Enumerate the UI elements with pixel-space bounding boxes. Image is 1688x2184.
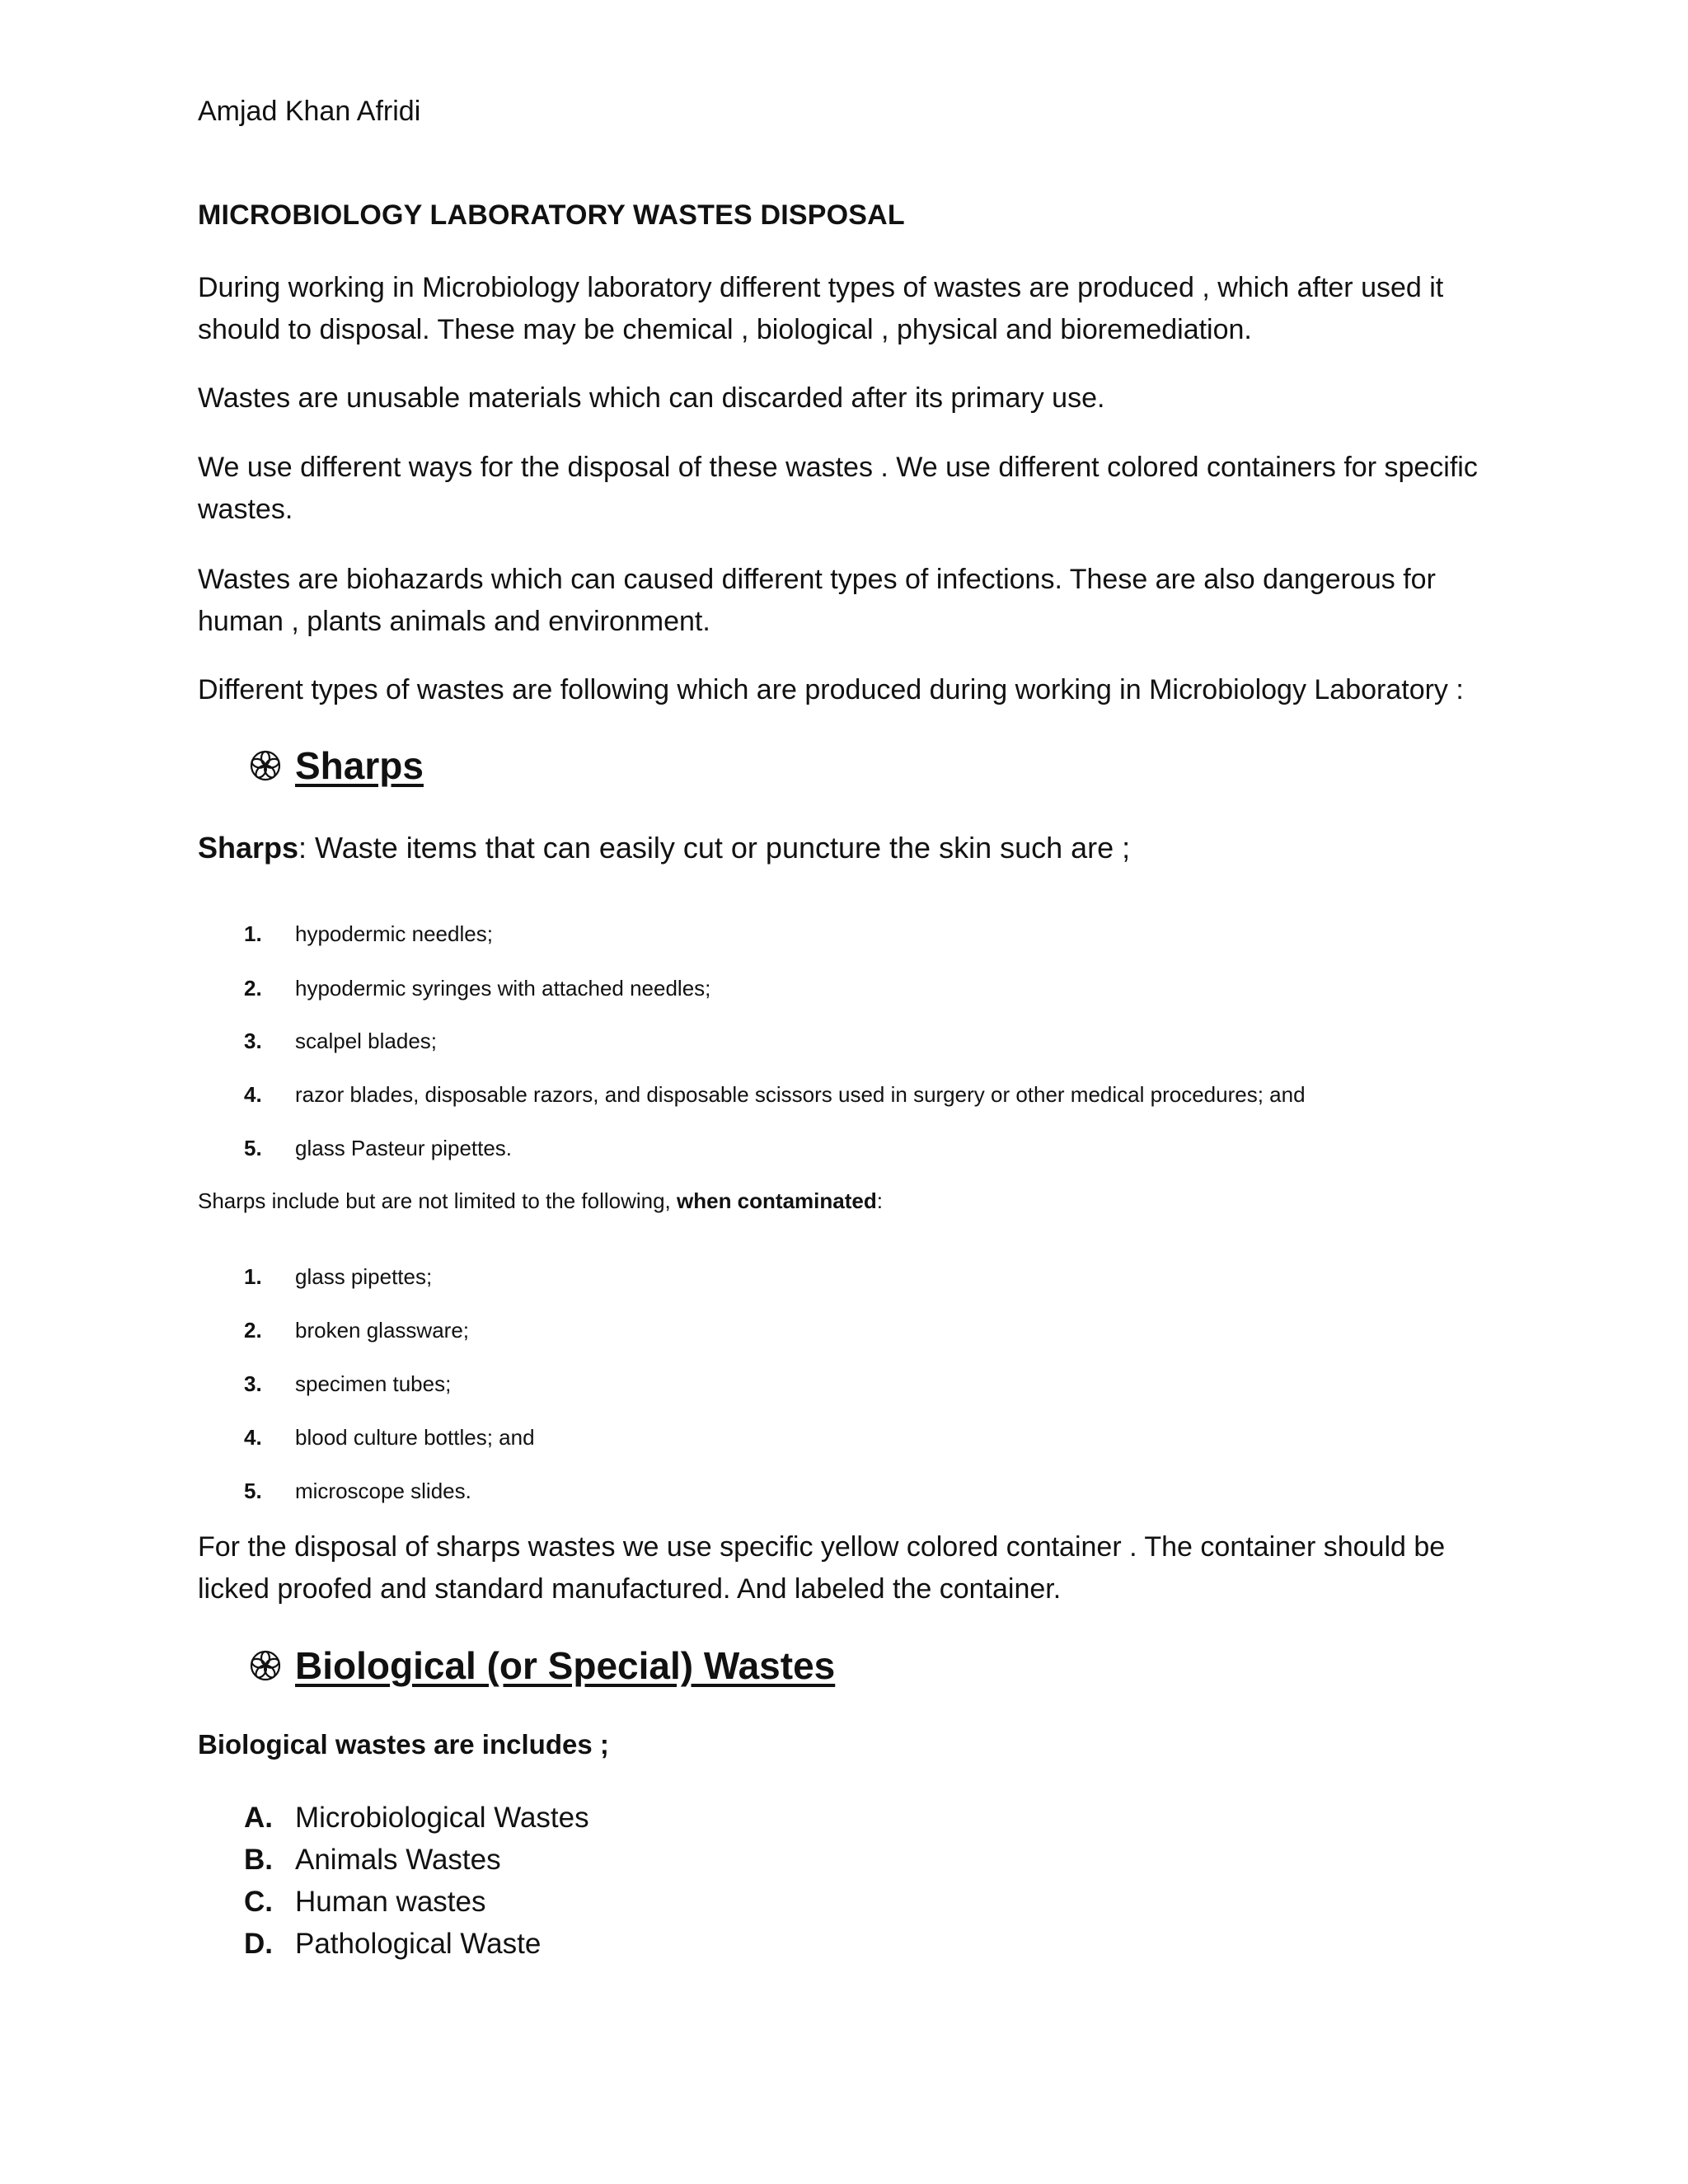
list-item-text: specimen tubes; [295, 1371, 452, 1396]
list-item-text: glass pipettes; [295, 1264, 433, 1289]
list-item-letter: C. [244, 1886, 273, 1918]
sharps-disposal-paragraph: For the disposal of sharps wastes we use specific yellow colored container . The container should be licked proofed and standard manufactured. And labeled the container. [198, 1531, 1446, 1605]
list-item-text: Pathological Waste [295, 1928, 542, 1960]
sharps-intro-text: : Waste items that can easily cut or puncture the skin such are ; [298, 831, 1131, 865]
paragraph-intro: During working in Microbiology laboratory different types of wastes are produced , which after used it should to disposal. These may be chemical , biological , physical and bioremediation. [198, 272, 1444, 345]
list-item-text: glass Pasteur pipettes. [295, 1136, 513, 1160]
list-item-number: 1. [244, 921, 262, 946]
paragraph-definition: Wastes are unusable materials which can discarded after its primary use. [198, 382, 1105, 414]
list-item-text: blood culture bottles; and [295, 1425, 535, 1450]
sharps-heading-text: Sharps [295, 744, 424, 787]
list-item-text: Human wastes [295, 1886, 486, 1918]
list-item-text: Animals Wastes [295, 1844, 501, 1876]
list-item-text: microscope slides. [295, 1479, 471, 1503]
list-item-number: 3. [244, 1029, 262, 1053]
sharps-intro [198, 831, 1130, 865]
list-item-text: hypodermic needles; [295, 921, 493, 946]
list-item-number: 2. [244, 976, 262, 1001]
flower-icon [247, 1647, 284, 1684]
paragraph-types: Different types of wastes are following which are produced during working in Microbiology Laboratory : [198, 674, 1464, 705]
document-title: MICROBIOLOGY LABORATORY WASTES DISPOSAL [198, 199, 905, 231]
paragraph-containers: We use different ways for the disposal of these wastes . We use different colored containers for specific wastes. [198, 452, 1478, 525]
note-suffix: : [876, 1188, 883, 1213]
biological-heading [247, 1643, 835, 1688]
list-item-number: 2. [244, 1318, 262, 1343]
list-item-letter: D. [244, 1928, 273, 1960]
list-item-number: 1. [244, 1264, 262, 1289]
biological-heading-text: Biological (or Special) Wastes [295, 1644, 836, 1687]
list-item-text: hypodermic syringes with attached needles; [295, 976, 711, 1001]
note-bold: when contaminated [677, 1188, 877, 1213]
author-name: Amjad Khan Afridi [198, 96, 421, 127]
list-item-number: 4. [244, 1425, 262, 1450]
sharps-heading [247, 743, 424, 788]
paragraph-biohazards: Wastes are biohazards which can caused different types of infections. These are also dangerous for human , plants animals and environment. [198, 564, 1436, 637]
list-item-number: 5. [244, 1479, 262, 1503]
list-item-number: 5. [244, 1136, 262, 1160]
list-item-letter: B. [244, 1844, 273, 1876]
list-item-text: Microbiological Wastes [295, 1802, 589, 1834]
list-item-text: broken glassware; [295, 1318, 469, 1343]
sharps-contaminated-note [198, 1188, 883, 1214]
sharps-intro-label: Sharps [198, 831, 299, 865]
note-prefix: Sharps include but are not limited to the following, [198, 1188, 678, 1213]
list-item-text: scalpel blades; [295, 1029, 437, 1053]
list-item-number: 4. [244, 1082, 262, 1107]
biological-subheading: Biological wastes are includes ; [198, 1729, 609, 1760]
flower-icon [247, 748, 284, 784]
list-item-number: 3. [244, 1371, 262, 1396]
list-item-letter: A. [244, 1802, 273, 1834]
list-item-text: razor blades, disposable razors, and disposable scissors used in surgery or other medical procedures; and [295, 1082, 1306, 1107]
